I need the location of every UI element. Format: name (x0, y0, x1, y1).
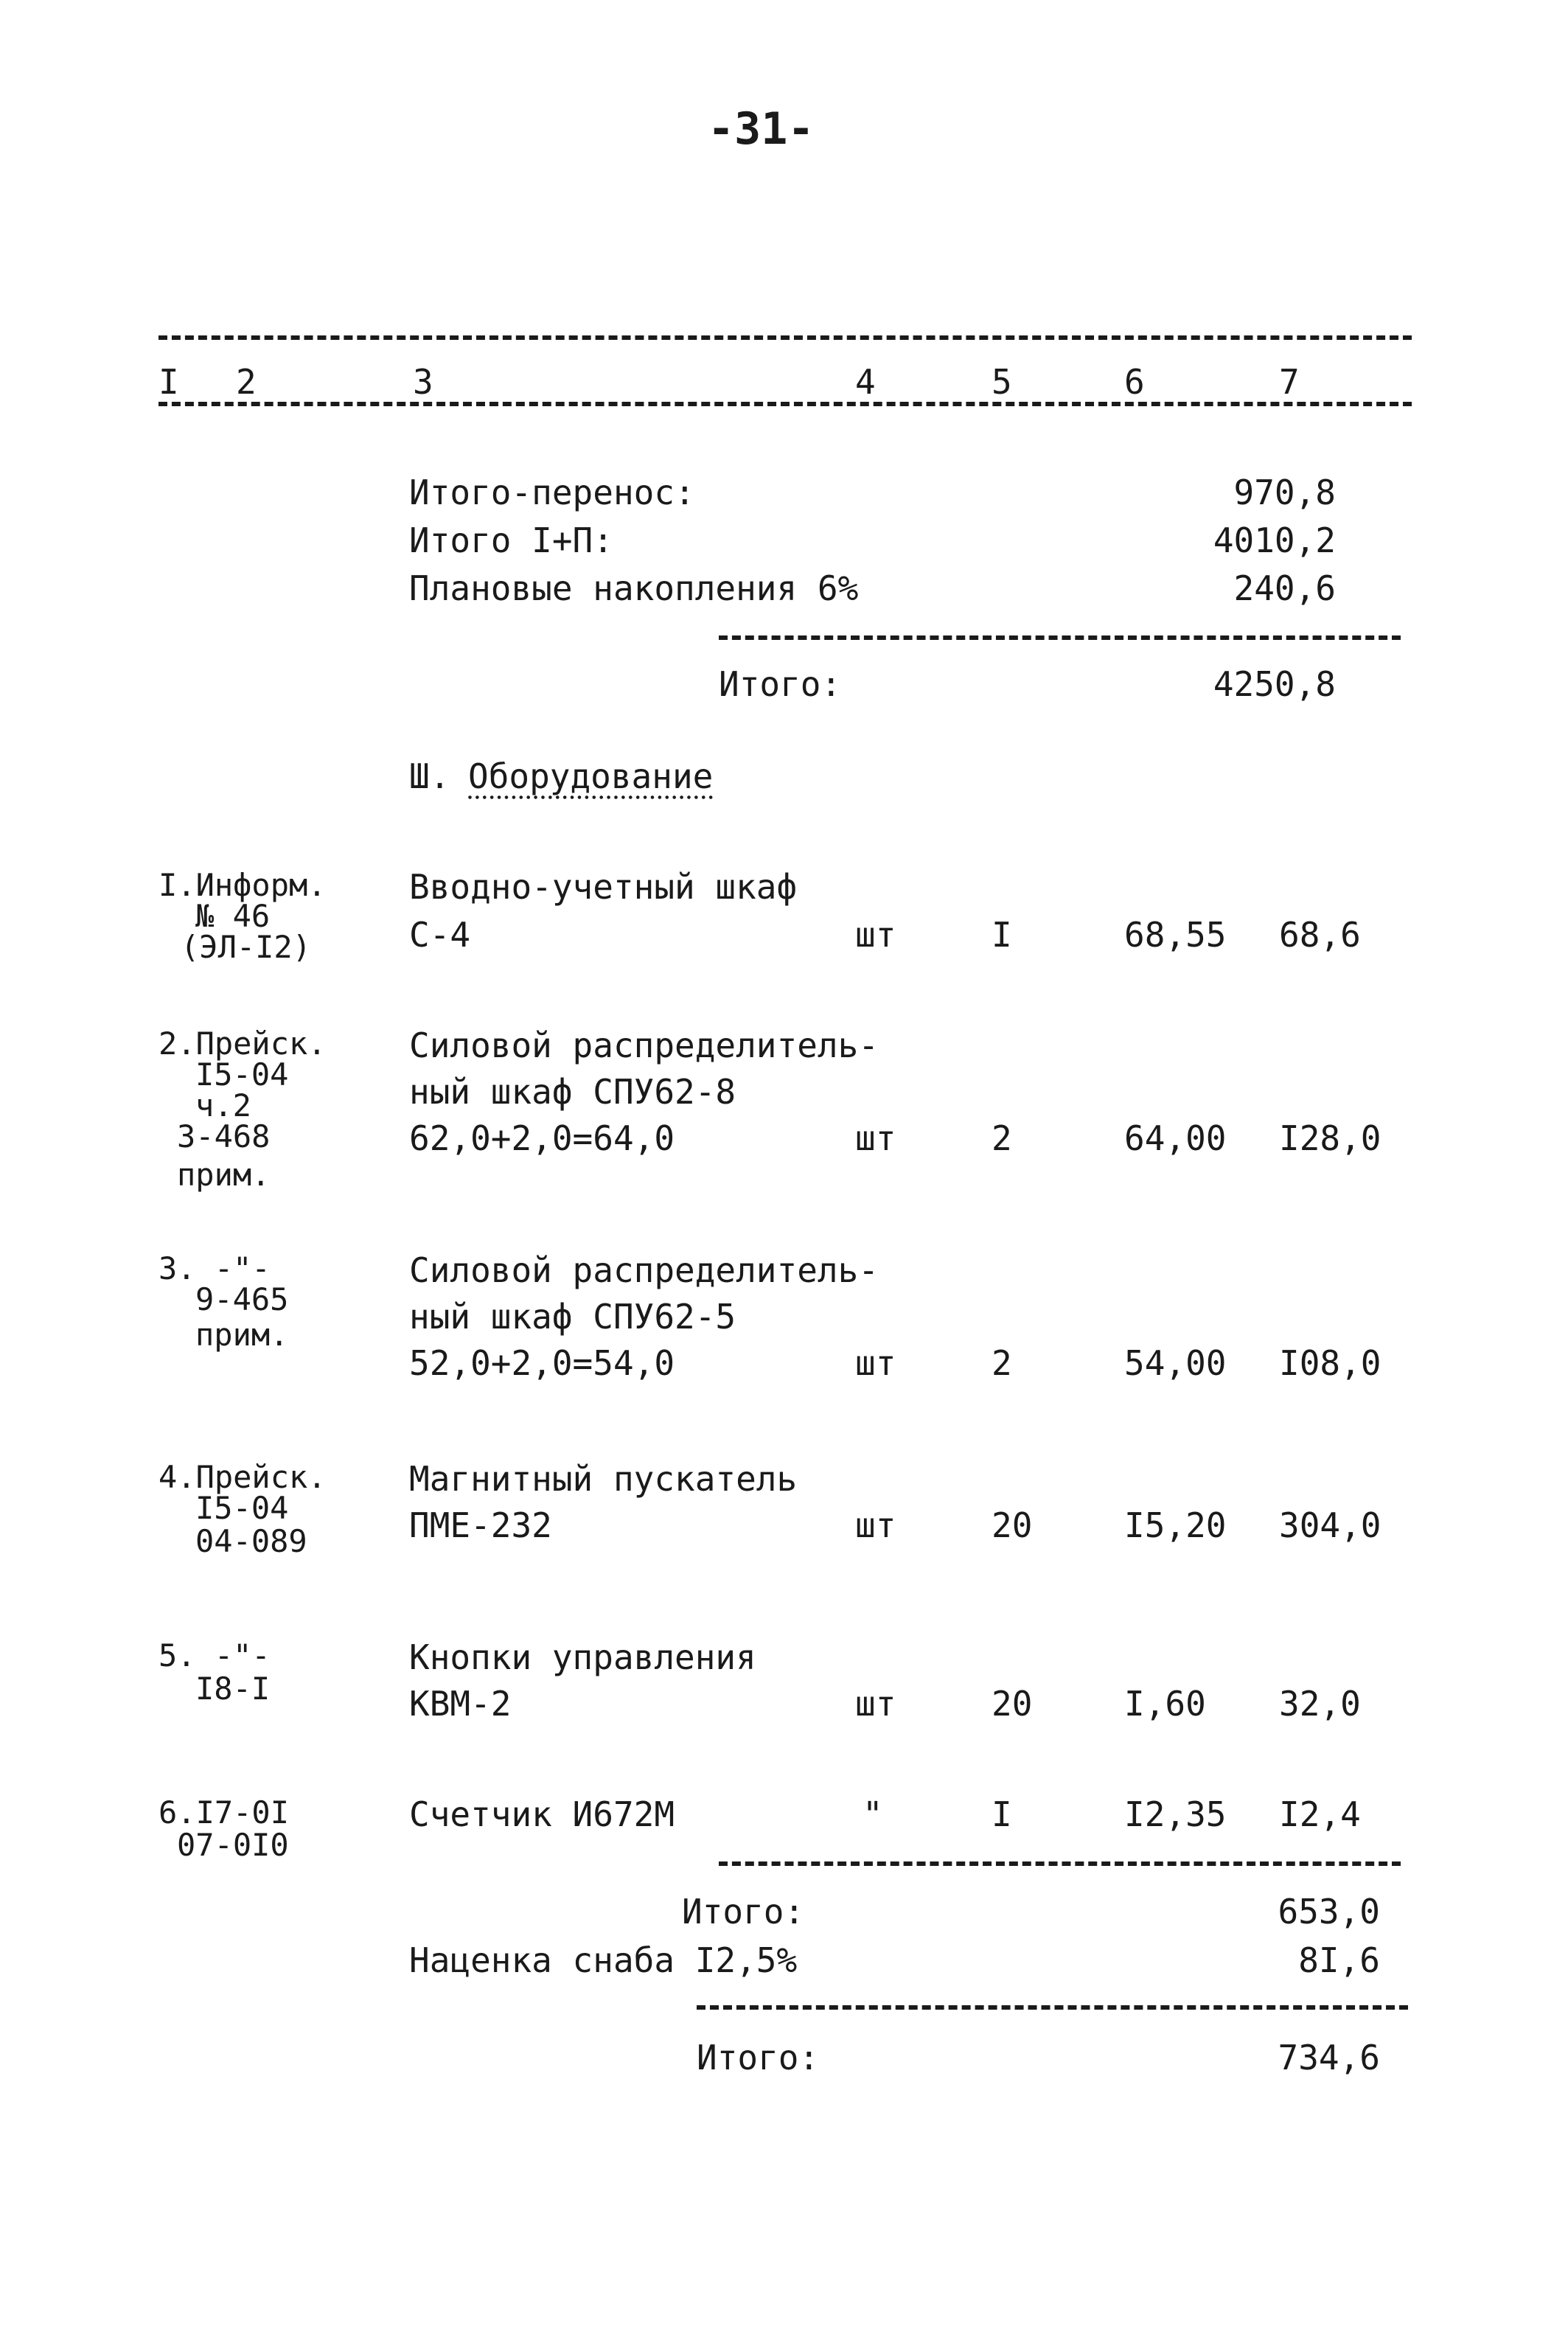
total-rule (697, 2005, 1408, 2010)
item-price: 54,00 (1124, 1343, 1227, 1383)
item-ref-line: прим. (177, 1157, 271, 1193)
item-name-line: ный шкаф СПУ62-5 (409, 1297, 736, 1337)
item-ref-line: I5-04 (195, 1490, 289, 1526)
item-ref-line: прим. (195, 1317, 289, 1353)
item-ref-line: 3-468 (177, 1118, 271, 1154)
item-price: I2,35 (1124, 1794, 1227, 1834)
item-name-line: ный шкаф СПУ62-8 (409, 1072, 736, 1112)
item-unit: " (863, 1794, 883, 1834)
item-price: 64,00 (1124, 1118, 1227, 1158)
carry-label-2: Итого I+П: (409, 520, 613, 560)
column-header-1: I (158, 362, 179, 402)
item-ref-line: № 46 (195, 898, 271, 934)
item-name-line: С-4 (409, 915, 471, 955)
item-ref-line: I.Информ. (158, 867, 327, 903)
item-total: 32,0 (1279, 1684, 1361, 1724)
item-total: I08,0 (1279, 1343, 1381, 1383)
item-name-line: 62,0+2,0=64,0 (409, 1118, 675, 1158)
item-ref-line: 2.Прейск. (158, 1025, 327, 1062)
item-name-line: ПМЕ-232 (409, 1505, 552, 1545)
item-name-line: Силовой распределитель- (409, 1250, 879, 1290)
item-name-line: Кнопки управления (409, 1637, 756, 1677)
item-name-line: Магнитный пускатель (409, 1459, 798, 1499)
item-name-line: Счетчик И672М (409, 1794, 675, 1834)
item-ref-line: 4.Прейск. (158, 1459, 327, 1495)
column-header-5: 5 (992, 362, 1012, 402)
item-ref-line: 9-465 (195, 1281, 289, 1317)
column-header-6: 6 (1124, 362, 1145, 402)
item-ref-line: I5-04 (195, 1056, 289, 1093)
carry-value-3: 240,6 (1233, 568, 1336, 608)
subtotal1-rule (719, 635, 1401, 640)
column-header-2: 2 (236, 362, 257, 402)
column-header-7: 7 (1279, 362, 1300, 402)
subtotal1-label: Итого: (719, 664, 842, 704)
item-unit: шт (855, 1343, 896, 1383)
item-qty: I (992, 915, 1012, 955)
item-ref-line: ч.2 (195, 1087, 251, 1124)
column-header-3: 3 (413, 362, 433, 402)
item-qty: 20 (992, 1505, 1033, 1545)
subtotal2-label: Итого: (682, 1892, 805, 1932)
item-unit: шт (855, 1118, 896, 1158)
item-ref-line: 07-0I0 (177, 1827, 289, 1863)
subtotal2-rule (719, 1861, 1401, 1866)
item-ref-line: 6.I7-0I (158, 1794, 290, 1831)
header-rule-bottom (158, 402, 1412, 406)
item-qty: I (992, 1794, 1012, 1834)
column-header-4: 4 (855, 362, 876, 402)
item-ref-line: (ЭЛ-I2) (181, 929, 312, 965)
item-unit: шт (855, 915, 896, 955)
carry-label-1: Итого-перенос: (409, 473, 695, 512)
item-price: I,60 (1124, 1684, 1206, 1724)
item-name-line: КВМ-2 (409, 1684, 512, 1724)
item-ref-line: I8-I (195, 1671, 271, 1707)
item-qty: 2 (992, 1118, 1012, 1158)
item-unit: шт (855, 1684, 896, 1724)
carry-label-3: Плановые накопления 6% (409, 568, 859, 608)
item-qty: 2 (992, 1343, 1012, 1383)
item-total: 68,6 (1279, 915, 1361, 955)
item-name-line: Вводно-учетный шкаф (409, 867, 798, 907)
markup-label: Наценка снаба I2,5% (409, 1940, 798, 1980)
page-number: -31- (708, 103, 815, 155)
subtotal2-value: 653,0 (1278, 1892, 1380, 1932)
item-ref-line: 04-089 (195, 1523, 307, 1559)
section-number: Ш. (409, 756, 450, 796)
item-name-line: 52,0+2,0=54,0 (409, 1343, 675, 1383)
item-unit: шт (855, 1505, 896, 1545)
header-rule-top (158, 335, 1412, 340)
carry-value-1: 970,8 (1233, 473, 1336, 512)
total-label: Итого: (697, 2038, 820, 2077)
item-price: 68,55 (1124, 915, 1227, 955)
item-ref-line: 3. -"- (158, 1250, 271, 1286)
item-ref-line: 5. -"- (158, 1637, 271, 1673)
subtotal1-value: 4250,8 (1213, 664, 1336, 704)
item-price: I5,20 (1124, 1505, 1227, 1545)
item-total: I28,0 (1279, 1118, 1381, 1158)
item-total: 304,0 (1279, 1505, 1381, 1545)
total-value: 734,6 (1278, 2038, 1380, 2077)
item-name-line: Силовой распределитель- (409, 1025, 879, 1065)
markup-value: 8I,6 (1298, 1940, 1380, 1980)
carry-value-2: 4010,2 (1213, 520, 1336, 560)
item-total: I2,4 (1279, 1794, 1361, 1834)
section-title: Оборудование (468, 756, 714, 796)
item-qty: 20 (992, 1684, 1033, 1724)
